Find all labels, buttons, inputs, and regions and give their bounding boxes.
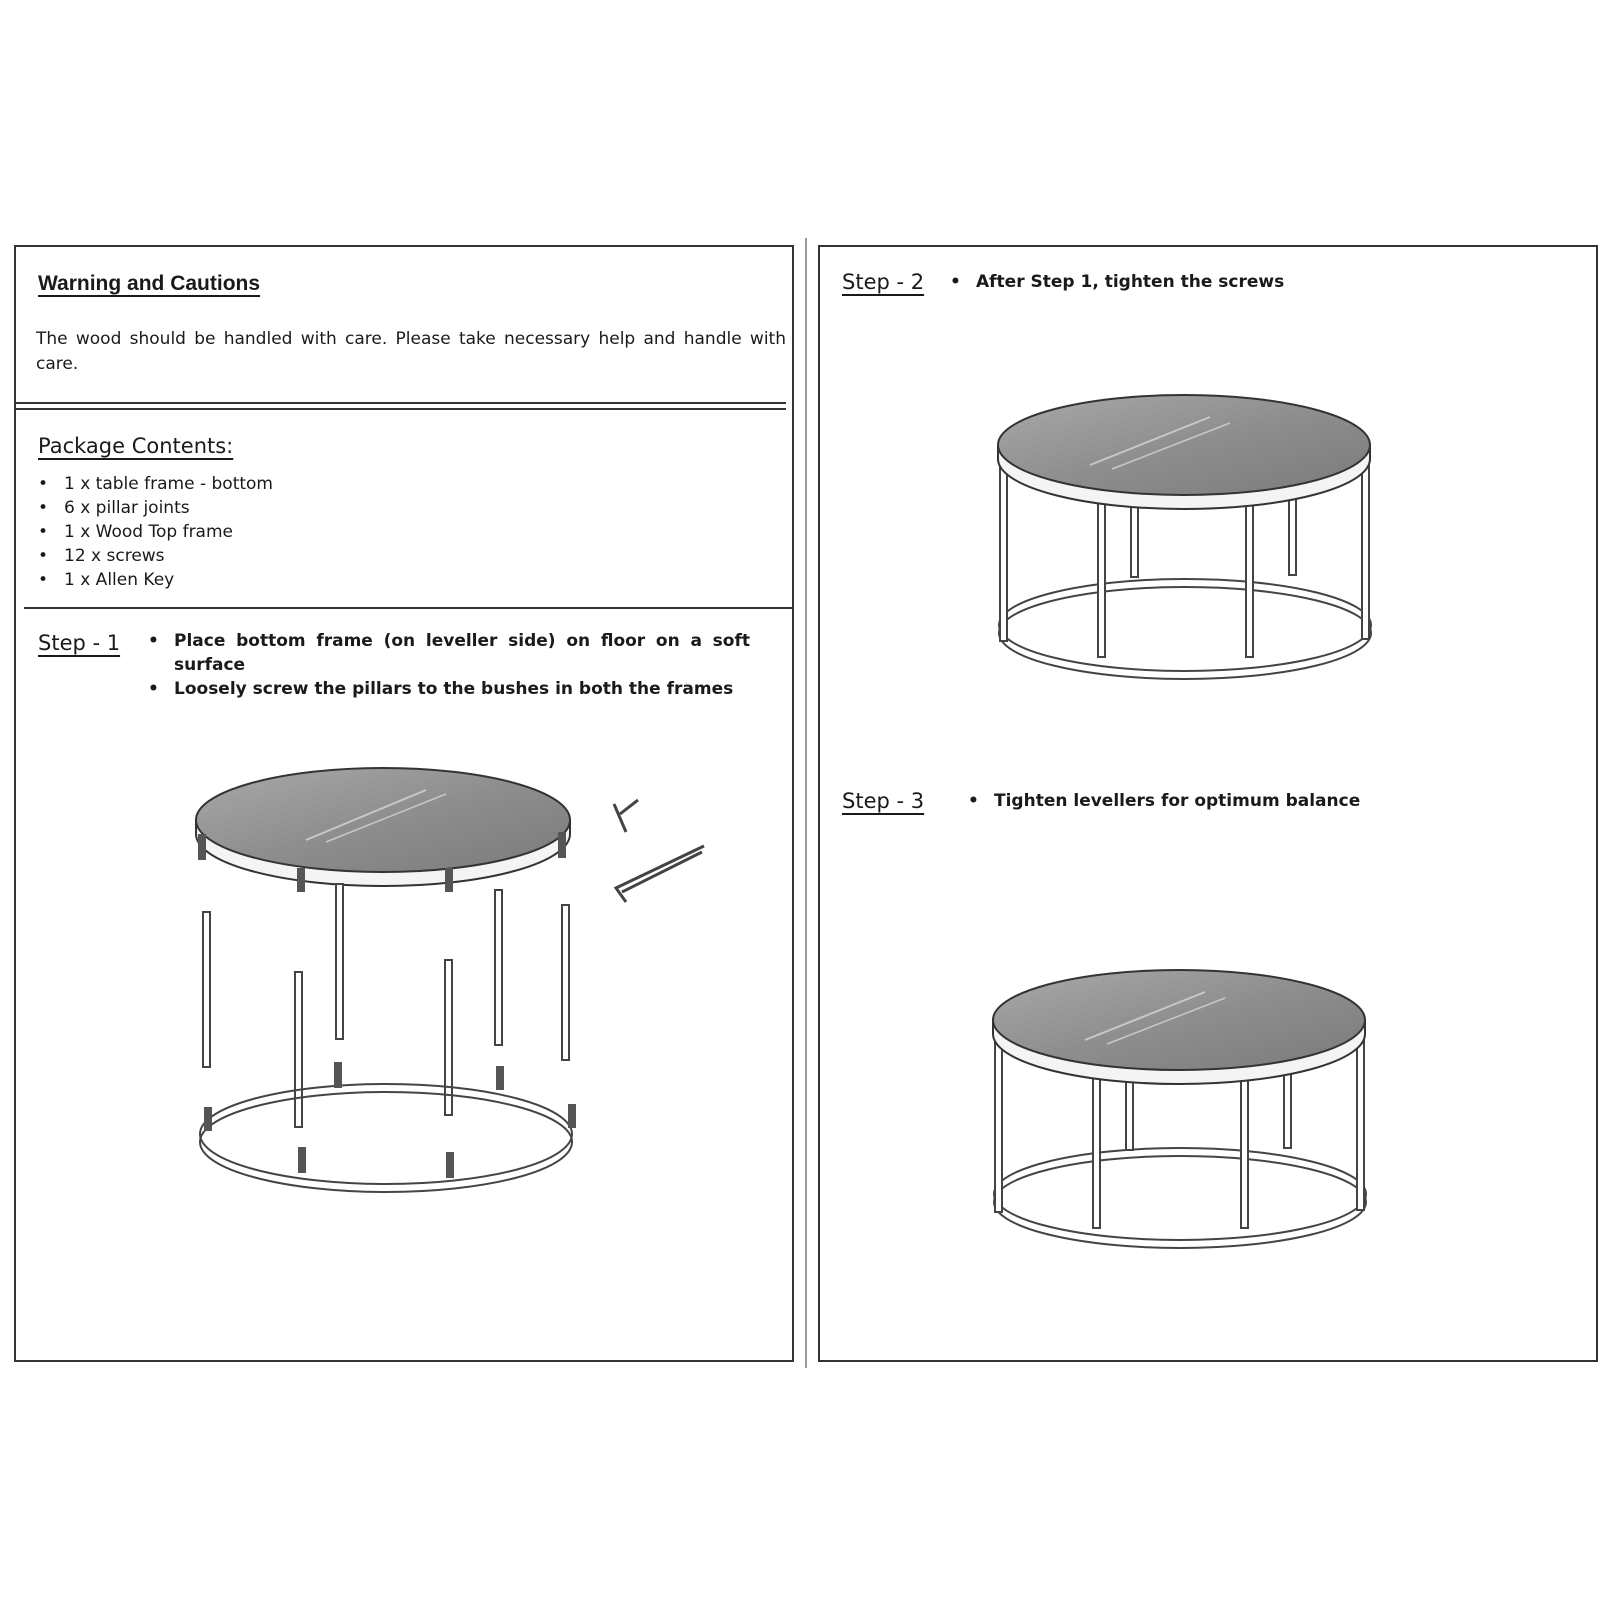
section-divider <box>24 607 794 609</box>
package-item: • 12 x screws <box>38 544 738 568</box>
step-1-instructions <box>148 629 750 701</box>
package-item: • 1 x Allen Key <box>38 568 738 592</box>
package-item: • 6 x pillar joints <box>38 496 738 520</box>
assembled-table-illustration <box>985 972 1385 1272</box>
table-top <box>998 395 1370 509</box>
section-divider-double-bottom <box>16 408 786 410</box>
package-item: • 1 x Wood Top frame <box>38 520 738 544</box>
table-top <box>196 768 570 886</box>
step-1-label: Step - 1 <box>38 631 121 655</box>
step-1-instruction: • Place bottom frame (on leveller side) on floor on a soft surface <box>148 629 750 677</box>
left-panel <box>14 245 794 1362</box>
warnings-text: The wood should be handled with care. Please take necessary help and handle with care. <box>36 329 786 374</box>
step-3-label: Step - 3 <box>842 789 925 813</box>
bottom-frame <box>999 579 1371 679</box>
package-title: Package Contents: <box>38 434 234 458</box>
allen-key-icon <box>616 846 704 902</box>
package-list <box>38 472 738 592</box>
step-3-instructions <box>968 789 1548 813</box>
step-3-instruction: • Tighten levellers for optimum balance <box>968 789 1548 813</box>
screw-icon <box>614 800 638 832</box>
step-2-instruction: • After Step 1, tighten the screws <box>950 270 1550 294</box>
center-divider <box>805 238 807 1368</box>
assembled-table-illustration <box>990 397 1390 697</box>
step-2-instructions <box>950 270 1550 294</box>
step-2-label: Step - 2 <box>842 270 925 294</box>
right-panel <box>818 245 1598 1362</box>
exploded-table-illustration <box>186 762 706 1202</box>
package-item: • 1 x table frame - bottom <box>38 472 738 496</box>
bottom-frame <box>994 1148 1366 1248</box>
bottom-frame <box>200 1084 572 1192</box>
table-top <box>993 970 1365 1084</box>
section-divider-double-top <box>16 402 786 404</box>
warnings-title: Warning and Cautions <box>38 272 261 295</box>
step-1-instruction: • Loosely screw the pillars to the bushes in both the frames <box>148 677 750 701</box>
pillars <box>203 884 569 1127</box>
bottom-brackets <box>204 1062 576 1178</box>
